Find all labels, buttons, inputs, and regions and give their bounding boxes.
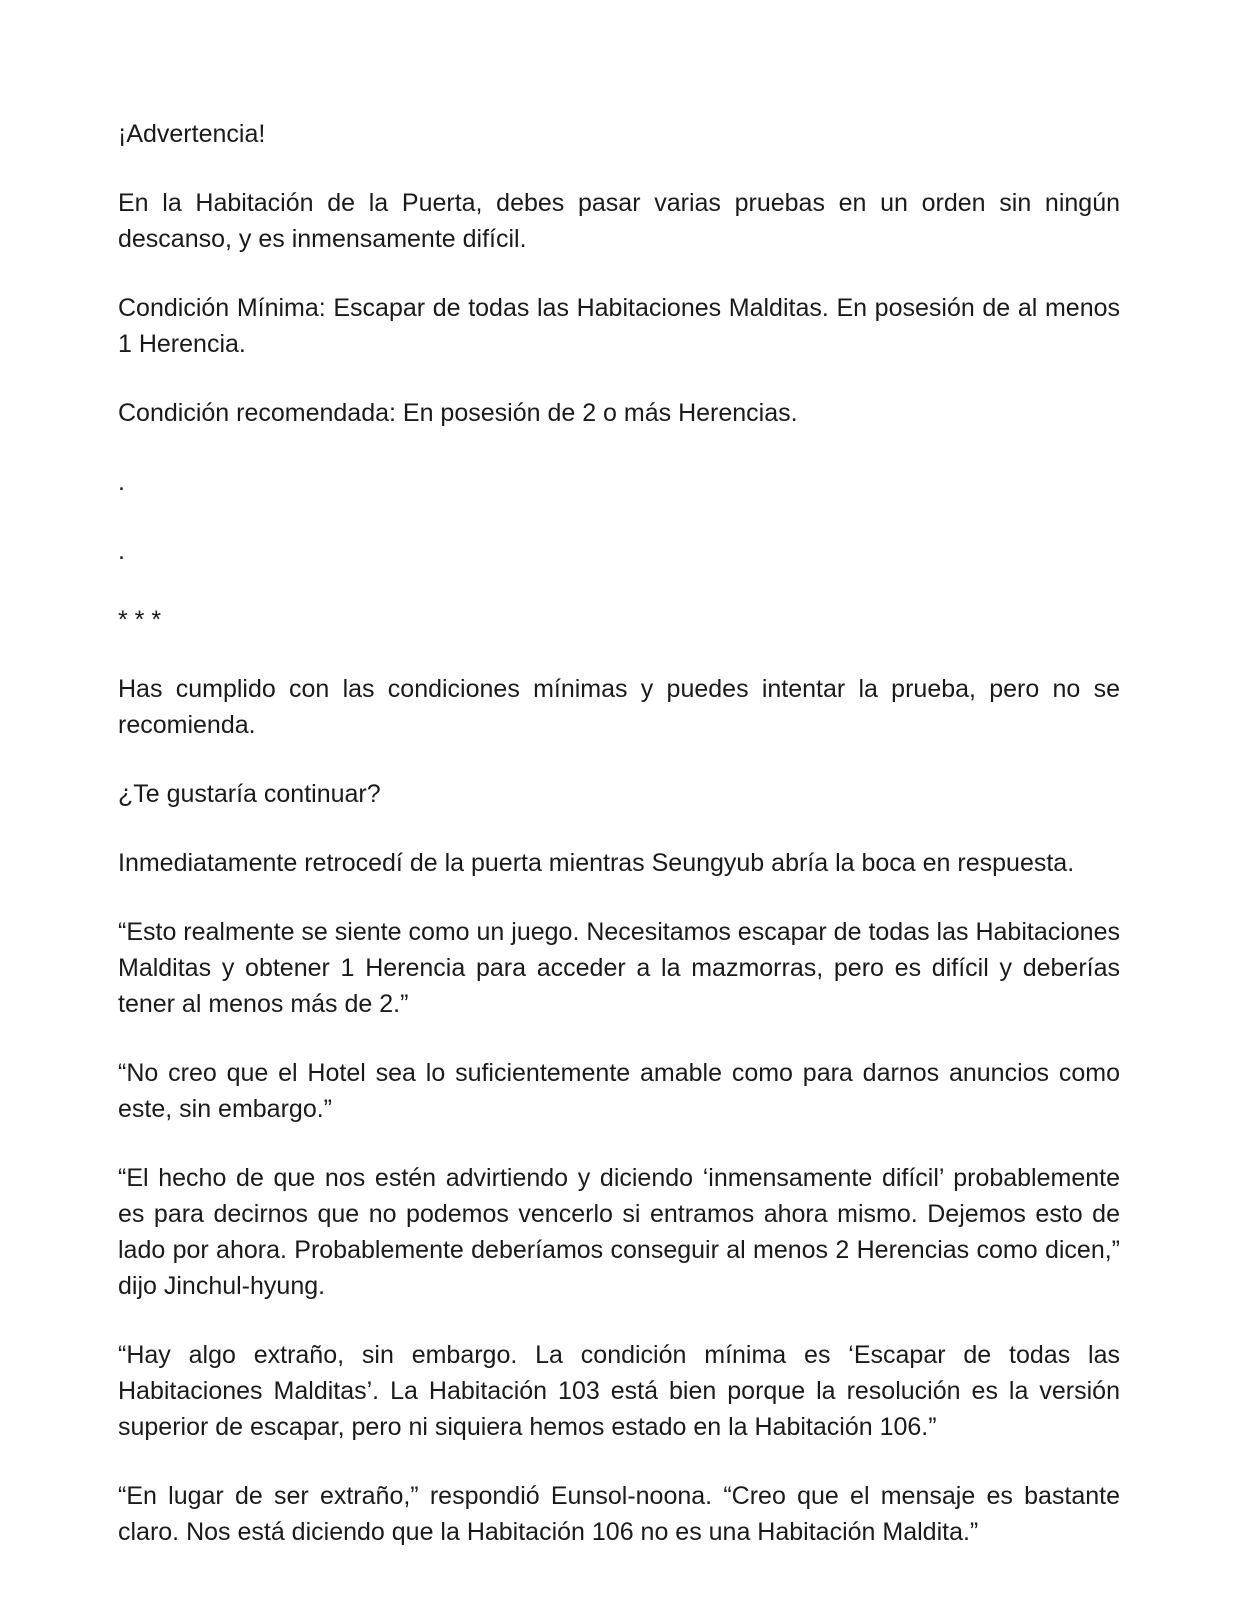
section-break: * * * xyxy=(118,606,162,634)
paragraph: Has cumplido con las condiciones mínimas y puedes intentar la prueba, pero no se recomienda. xyxy=(118,675,1120,739)
paragraph: “Hay algo extraño, sin embargo. La condición mínima es ‘Escapar de todas las Habitaciones Malditas’. La Habitación 103 está bien porque la resolución es la versión superior de escapar, pero ni siquiera hemos estado en la Habitación 106.” xyxy=(118,1341,1120,1441)
paragraph: Inmediatamente retrocedí de la puerta mientras Seungyub abría la boca en respuesta. xyxy=(118,849,1075,877)
paragraph: Condición recomendada: En posesión de 2 o más Herencias. xyxy=(118,399,798,427)
paragraph: “El hecho de que nos estén advirtiendo y diciendo ‘inmensamente difícil’ probablemente es para decirnos que no podemos vencerlo si entramos ahora mismo. Dejemos esto de lado por ahora. Probablemente deberíamos conseguir al menos 2 Herencias como dicen,” dijo Jinchul-hyung. xyxy=(118,1164,1120,1300)
paragraph: “No creo que el Hotel sea lo suficientemente amable como para darnos anuncios como este, sin embargo.” xyxy=(118,1059,1120,1123)
paragraph: En la Habitación de la Puerta, debes pasar varias pruebas en un orden sin ningún descanso, y es inmensamente difícil. xyxy=(118,189,1120,253)
paragraph: Condición Mínima: Escapar de todas las Habitaciones Malditas. En posesión de al menos 1 Herencia. xyxy=(118,294,1120,358)
warning-heading: ¡Advertencia! xyxy=(118,120,266,148)
document-body xyxy=(118,116,1120,1583)
paragraph: “En lugar de ser extraño,” respondió Eunsol-noona. “Creo que el mensaje es bastante claro. Nos está diciendo que la Habitación 106 no es una Habitación Maldita.” xyxy=(118,1482,1120,1546)
separator-dot: . xyxy=(118,468,125,496)
paragraph: “Esto realmente se siente como un juego. Necesitamos escapar de todas las Habitaciones Malditas y obtener 1 Herencia para acceder a la mazmorras, pero es difícil y deberías tener al menos más de 2.” xyxy=(118,918,1120,1018)
separator-dot: . xyxy=(118,537,125,565)
paragraph: ¿Te gustaría continuar? xyxy=(118,780,381,808)
